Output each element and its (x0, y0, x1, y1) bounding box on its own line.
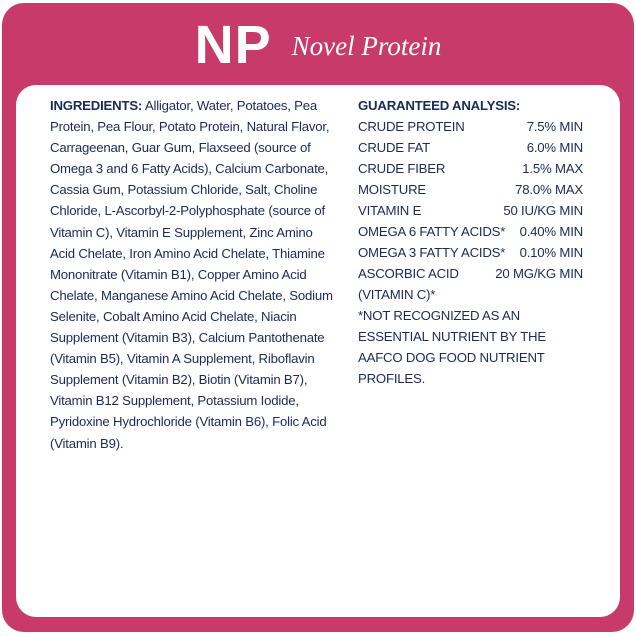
analysis-row-moisture (358, 179, 583, 200)
analysis-row-name: OMEGA 3 FATTY ACIDS* (358, 245, 506, 260)
content-panel (16, 85, 620, 617)
analysis-row-value: 7.5% MIN (526, 119, 583, 134)
analysis-row-name: CRUDE PROTEIN (358, 119, 465, 134)
guaranteed-analysis-section (358, 95, 583, 389)
analysis-row-value: 50 IU/KG MIN (503, 203, 583, 218)
analysis-row-crude-protein (358, 116, 583, 137)
analysis-row-value: 6.0% MIN (526, 140, 583, 155)
analysis-row-vitamin-e (358, 200, 583, 221)
analysis-row-name: MOISTURE (358, 182, 427, 197)
analysis-row-crude-fiber (358, 158, 583, 179)
label-frame (2, 3, 634, 632)
analysis-row-value: 0.40% MIN (519, 224, 583, 239)
analysis-row-omega-3 (358, 242, 583, 263)
analysis-row-value: 1.5% MAX (522, 161, 583, 176)
analysis-row-name: VITAMIN E (358, 203, 422, 218)
ingredients-section (50, 95, 335, 454)
analysis-row-name: ASCORBIC ACID (358, 266, 459, 281)
analysis-row-crude-fat (358, 137, 583, 158)
analysis-row-name: CRUDE FAT (358, 140, 430, 155)
formula-name: Novel Protein (291, 30, 442, 61)
analysis-row-name: OMEGA 6 FATTY ACIDS* (358, 224, 506, 239)
label-header (2, 3, 634, 83)
analysis-heading: GUARANTEED ANALYSIS: (358, 98, 521, 113)
ascorbic-acid-note: (VITAMIN C)* (358, 287, 436, 302)
analysis-row-value: 78.0% MAX (515, 182, 583, 197)
ingredients-list: Alligator, Water, Potatoes, Pea Protein, Pea Flour, Potato Protein, Natural Flavor, Carrageenan, Guar Gum, Flaxseed (source of Omega 3 and 6 Fatty Acids), Calcium Carbonate, Cassia Gum, Potassium Chloride, Salt, Choline Chloride, L-Ascorbyl-2-Polyphosphate (source of Vitamin C), Vitamin E Supplement, Zinc Amino Acid Chelate, Iron Amino Acid Chelate, Thiamine Mononitrate (Vitamin B1), Copper Amino Acid Chelate, Manganese Amino Acid Chelate, Sodium Selenite, Cobalt Amino Acid Chelate, Niacin Supplement (Vitamin B3), Calcium Pantothenate (Vitamin B5), Vitamin A Supplement, Riboflavin Supplement (Vitamin B2), Biotin (Vitamin B7), Vitamin B12 Supplement, Potassium Iodide, Pyridoxine Hydrochloride (Vitamin B6), Folic Acid (Vitamin B9). (50, 98, 333, 451)
ingredients-heading: INGREDIENTS: (50, 98, 143, 113)
analysis-row-value: 0.10% MIN (519, 245, 583, 260)
formula-code: NP (194, 15, 272, 75)
analysis-row-omega-6 (358, 221, 583, 242)
analysis-row-ascorbic-acid (358, 263, 583, 284)
analysis-row-value: 20 MG/KG MIN (495, 266, 583, 281)
analysis-row-name: CRUDE FIBER (358, 161, 446, 176)
analysis-footnote: *NOT RECOGNIZED AS AN ESSENTIAL NUTRIENT BY THE AAFCO DOG FOOD NUTRIENT PROFILES. (358, 308, 546, 386)
